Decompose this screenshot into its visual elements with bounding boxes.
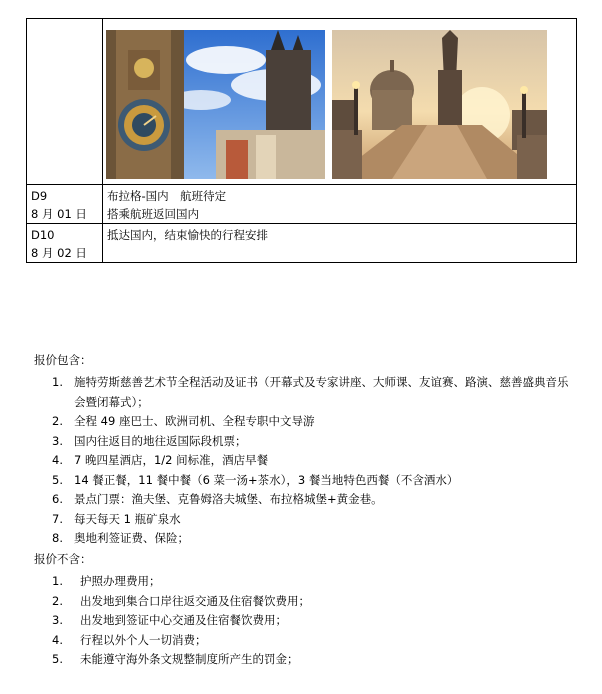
list-item — [34, 631, 574, 651]
section-title: 报价不含： — [34, 552, 92, 566]
day-cell — [27, 185, 103, 224]
list-item — [34, 510, 574, 530]
list-number: 3. — [52, 613, 63, 627]
list-text: 出发地到集合口岸往返交通及住宿餐饮费用； — [80, 593, 310, 608]
list-text: 护照办理费用； — [80, 574, 161, 588]
section-title: 报价包含： — [34, 353, 92, 367]
day-description-cell — [103, 224, 577, 263]
list-item — [34, 471, 574, 491]
day-label: D10 — [31, 228, 55, 242]
itinerary-table — [26, 18, 577, 263]
list-item — [34, 373, 574, 412]
list-text: 未能遵守海外条文规整制度所产生的罚金； — [80, 652, 299, 666]
list-item — [34, 412, 574, 432]
list-item — [34, 529, 574, 549]
photo-row — [27, 19, 577, 185]
list-item — [34, 490, 574, 510]
list-text: 14 餐正餐，11 餐中餐（6 菜一汤+茶水），3 餐当地特色西餐（不含酒水） — [74, 472, 459, 487]
list-number: 4. — [52, 632, 63, 647]
list-item — [34, 572, 574, 592]
list-number: 1. — [52, 574, 63, 588]
list-item — [34, 650, 574, 670]
list-number: 7. — [52, 511, 63, 526]
list-number: 5. — [52, 472, 63, 487]
list-number: 8. — [52, 531, 63, 545]
list-text: 奥地利签证费、保险； — [74, 531, 189, 545]
list-number: 2. — [52, 593, 63, 608]
list-text: 出发地到签证中心交通及住宿餐饮费用； — [80, 613, 287, 627]
list-text: 每天每天 1 瓶矿泉水 — [74, 511, 181, 526]
list-number: 1. — [52, 375, 63, 389]
day-description-line: 布拉格-国内 航班待定 — [107, 189, 227, 203]
prague-astronomical-clock-photo — [106, 30, 325, 179]
charles-bridge-photo — [332, 30, 547, 179]
list-item — [34, 432, 574, 452]
day-date: 8 月 01 日 — [31, 207, 87, 221]
list-text: 施特劳斯慈善艺术节全程活动及证书（开幕式及专家讲座、大师课、友谊赛、路演、慈善盛典音乐会暨闭幕式）； — [74, 375, 569, 409]
day-description-cell — [103, 185, 577, 224]
list-number: 4. — [52, 453, 63, 467]
day-date: 8 月 02 日 — [31, 246, 87, 260]
list-number: 6. — [52, 492, 63, 506]
list-number: 2. — [52, 414, 63, 428]
day-description-line: 抵达国内，结束愉快的行程安排 — [107, 228, 268, 242]
list-number: 3. — [52, 433, 63, 448]
list-item — [34, 592, 574, 612]
itinerary-row-d10 — [27, 224, 577, 263]
price-excluded-section — [34, 551, 574, 670]
day-label: D9 — [31, 189, 48, 203]
excluded-list — [34, 572, 574, 670]
list-item — [34, 611, 574, 631]
photo-row-image-cell — [103, 19, 577, 185]
day-description-line: 搭乘航班返回国内 — [107, 207, 199, 221]
list-item — [34, 451, 574, 471]
included-list — [34, 373, 574, 549]
list-text: 国内往返目的地往返国际段机票； — [74, 433, 247, 448]
list-text: 7 晚四星酒店，1/2 间标准，酒店早餐 — [74, 453, 269, 467]
list-text: 行程以外个人一切消费； — [80, 632, 207, 647]
price-included-section — [34, 352, 574, 549]
day-cell — [27, 224, 103, 263]
list-number: 5. — [52, 652, 63, 666]
list-text: 景点门票：渔夫堡、克鲁姆洛夫城堡、布拉格城堡+黄金巷。 — [74, 492, 383, 506]
list-text: 全程 49 座巴士、欧洲司机、全程专职中文导游 — [74, 414, 315, 428]
itinerary-row-d9 — [27, 185, 577, 224]
photo-row-label-cell — [27, 19, 103, 185]
